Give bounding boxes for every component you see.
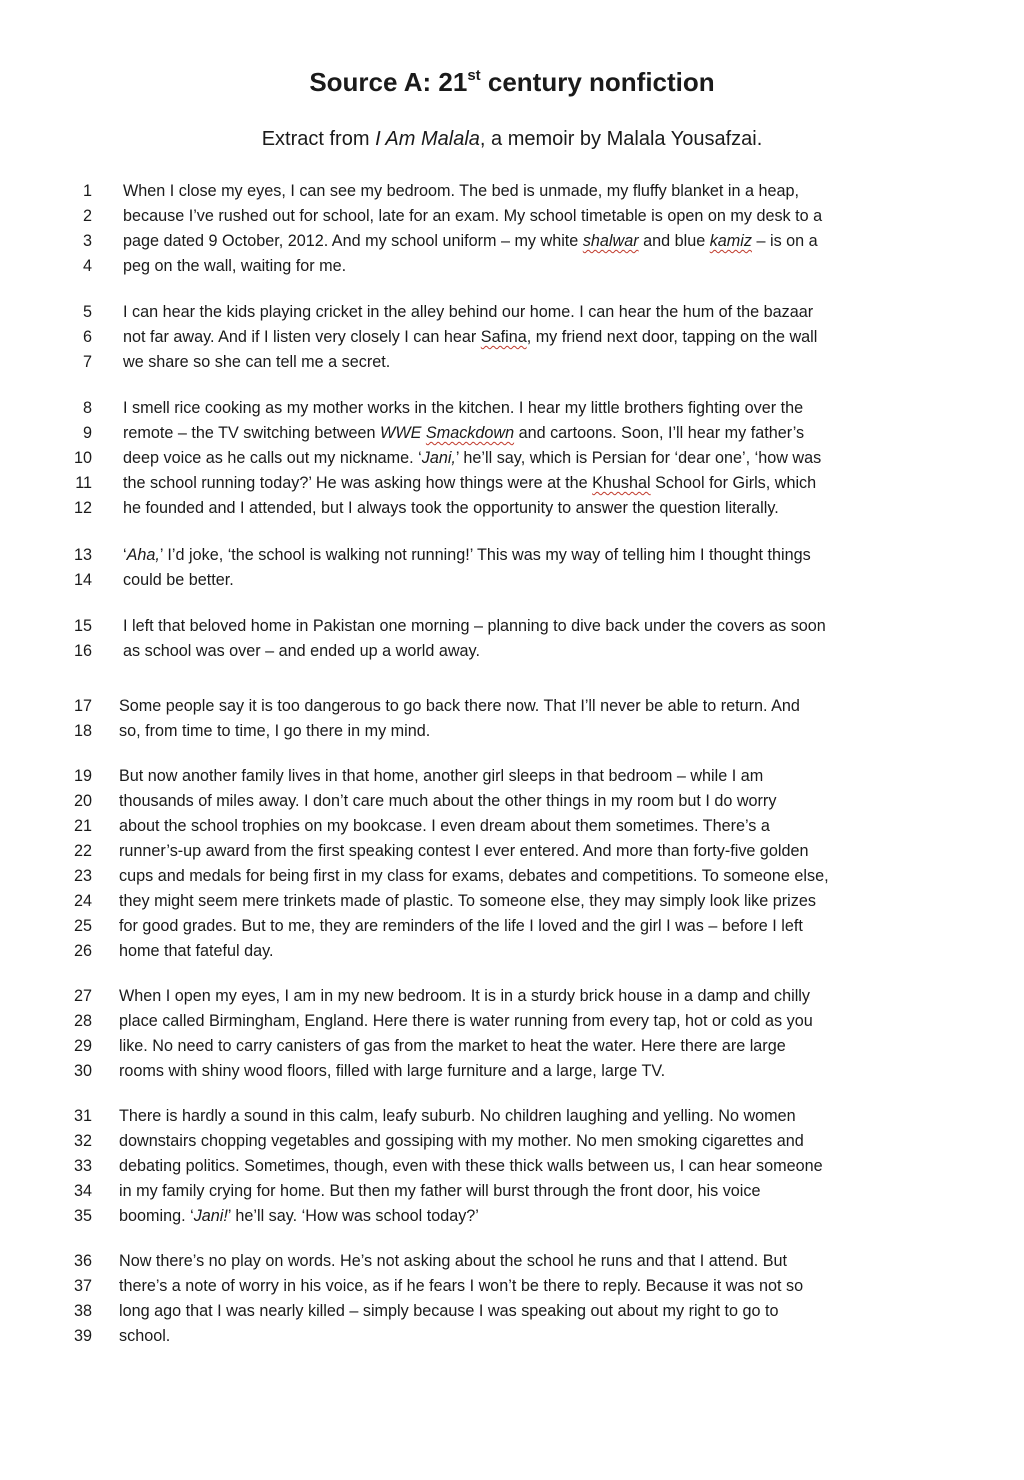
line-number: 1 [82, 182, 92, 200]
line-number: 7 [82, 353, 92, 371]
line-text: like. No need to carry canisters of gas from the market to heat the water. Here there are large [119, 1037, 786, 1055]
line-text: peg on the wall, waiting for me. [123, 257, 347, 275]
text-line [0, 471, 1024, 496]
line-text: deep voice as he calls out my nickname. ‘Jani,’ he’ll say, which is Persian for ‘dear one’, ‘how was [123, 449, 822, 467]
line-text: Now there’s no play on words. He’s not asking about the school he runs and that I attend. But [119, 1252, 788, 1270]
line-number: 20 [73, 792, 92, 810]
paragraph [0, 984, 1024, 1084]
text-line [0, 1204, 1024, 1229]
text-line [0, 421, 1024, 446]
paragraph [0, 694, 1024, 744]
line-text: we share so she can tell me a secret. [123, 353, 391, 371]
line-number: 34 [73, 1182, 92, 1200]
line-number: 27 [73, 987, 92, 1005]
paragraph [0, 543, 1024, 593]
line-text: page dated 9 October, 2012. And my school uniform – my white shalwar and blue kamiz – is on a [123, 232, 818, 250]
line-number: 17 [73, 697, 92, 715]
line-number: 18 [73, 722, 92, 740]
line-text: debating politics. Sometimes, though, even with these thick walls between us, I can hear someone [119, 1157, 823, 1175]
line-text: there’s a note of worry in his voice, as if he fears I won’t be there to reply. Because it was not so [119, 1277, 804, 1295]
line-number: 33 [73, 1157, 92, 1175]
paragraph [0, 1249, 1024, 1349]
line-text: I smell rice cooking as my mother works in the kitchen. I hear my little brothers fighting over the [123, 399, 804, 417]
line-text: could be better. [123, 571, 234, 589]
line-text: for good grades. But to me, they are reminders of the life I loved and the girl I was – before I left [119, 917, 803, 935]
text-line [0, 1034, 1024, 1059]
text-line [0, 300, 1024, 325]
text-line [0, 254, 1024, 279]
line-number: 8 [82, 399, 92, 417]
line-number: 6 [82, 328, 92, 346]
line-text: ‘Aha,’ I’d joke, ‘the school is walking not running!’ This was my way of telling him I thought things [123, 546, 811, 564]
line-text: rooms with shiny wood floors, filled with large furniture and a large, large TV. [119, 1062, 666, 1080]
line-text: place called Birmingham, England. Here there is water running from every tap, hot or cold as you [119, 1012, 813, 1030]
line-number: 12 [73, 499, 92, 517]
line-number: 29 [73, 1037, 92, 1055]
line-text: they might seem mere trinkets made of plastic. To someone else, they may simply look like prizes [119, 892, 816, 910]
line-number: 10 [73, 449, 92, 467]
line-text: Some people say it is too dangerous to go back there now. That I’ll never be able to return. And [119, 697, 800, 715]
line-number: 4 [82, 257, 92, 275]
line-text: I can hear the kids playing cricket in the alley behind our home. I can hear the hum of the bazaar [123, 303, 814, 321]
line-number: 11 [75, 474, 92, 492]
text-line [0, 639, 1024, 664]
line-number: 32 [73, 1132, 92, 1150]
subtitle-suffix: , a memoir by Malala Yousafzai. [479, 128, 763, 150]
paragraph [0, 614, 1024, 664]
line-number: 14 [73, 571, 92, 589]
formatted-word: Jani, [421, 449, 456, 467]
line-text: There is hardly a sound in this calm, leafy suburb. No children laughing and yelling. No women [119, 1107, 796, 1125]
line-number: 35 [73, 1207, 92, 1225]
line-text: But now another family lives in that home, another girl sleeps in that bedroom – while I am [119, 767, 764, 785]
line-number: 31 [73, 1107, 92, 1125]
line-text: I left that beloved home in Pakistan one morning – planning to dive back under the covers as soon [123, 617, 826, 635]
text-line [0, 1299, 1024, 1324]
text-line [0, 1249, 1024, 1274]
line-number: 30 [73, 1062, 92, 1080]
line-text: runner’s-up award from the first speaking contest I ever entered. And more than forty-five golden [119, 842, 809, 860]
line-number: 13 [73, 546, 92, 564]
line-text: the school running today?’ He was asking how things were at the Khushal School for Girls, which [123, 474, 817, 492]
line-text: thousands of miles away. I don’t care much about the other things in my room but I do worry [119, 792, 777, 810]
text-line [0, 1179, 1024, 1204]
line-number: 26 [73, 942, 92, 960]
text-line [0, 719, 1024, 744]
line-text: remote – the TV switching between WWE Smackdown and cartoons. Soon, I’ll hear my father’s [123, 424, 805, 442]
page-subtitle [0, 124, 1024, 154]
line-number: 28 [73, 1012, 92, 1030]
text-line [0, 229, 1024, 254]
line-number: 3 [82, 232, 92, 250]
line-number: 19 [73, 767, 92, 785]
line-number: 22 [73, 842, 92, 860]
line-text: long ago that I was nearly killed – simply because I was speaking out about my right to go to [119, 1302, 779, 1320]
line-number: 5 [82, 303, 92, 321]
line-text: booming. ‘Jani!’ he’ll say. ‘How was school today?’ [119, 1207, 479, 1225]
line-number: 37 [73, 1277, 92, 1295]
text-line [0, 446, 1024, 471]
formatted-word: shalwar [582, 232, 639, 250]
text-line [0, 864, 1024, 889]
formatted-word: WWE [380, 424, 426, 442]
text-line [0, 543, 1024, 568]
line-text: downstairs chopping vegetables and gossiping with my mother. No men smoking cigarettes and [119, 1132, 804, 1150]
line-text: When I close my eyes, I can see my bedroom. The bed is unmade, my fluffy blanket in a heap, [123, 182, 800, 200]
text-line [0, 764, 1024, 789]
text-line [0, 789, 1024, 814]
title-main: Source A: 21 [309, 67, 468, 97]
line-number: 25 [73, 917, 92, 935]
text-line [0, 1274, 1024, 1299]
line-text: school. [119, 1327, 171, 1345]
paragraph [0, 179, 1024, 279]
text-line [0, 939, 1024, 964]
page-title [0, 62, 1024, 102]
line-number: 39 [73, 1327, 92, 1345]
paragraph [0, 396, 1024, 521]
text-line [0, 839, 1024, 864]
line-number: 15 [73, 617, 92, 635]
formatted-word: Khushal [592, 474, 651, 492]
formatted-word: kamiz [709, 232, 752, 250]
text-line [0, 325, 1024, 350]
subtitle-prefix: Extract from [261, 128, 376, 150]
line-number: 16 [73, 642, 92, 660]
line-number: 2 [82, 207, 92, 225]
text-line [0, 179, 1024, 204]
text-line [0, 1324, 1024, 1349]
text-line [0, 814, 1024, 839]
text-line [0, 568, 1024, 593]
text-line [0, 889, 1024, 914]
formatted-word: Safina [480, 328, 527, 346]
paragraph [0, 300, 1024, 375]
line-text: as school was over – and ended up a world away. [123, 642, 480, 660]
text-line [0, 914, 1024, 939]
text-line [0, 984, 1024, 1009]
paragraph [0, 764, 1024, 964]
line-text: home that fateful day. [119, 942, 274, 960]
text-line [0, 1154, 1024, 1179]
line-text: When I open my eyes, I am in my new bedroom. It is in a sturdy brick house in a damp and chilly [119, 987, 810, 1005]
line-number: 23 [73, 867, 92, 885]
line-text: he founded and I attended, but I always took the opportunity to answer the question literally. [123, 499, 779, 517]
line-number: 24 [73, 892, 92, 910]
line-text: because I’ve rushed out for school, late for an exam. My school timetable is open on my desk to a [123, 207, 823, 225]
book-title: I Am Malala [375, 128, 480, 150]
formatted-word: Jani! [193, 1207, 228, 1225]
line-text: in my family crying for home. But then my father will burst through the front door, his voice [119, 1182, 761, 1200]
text-line [0, 1104, 1024, 1129]
text-line [0, 204, 1024, 229]
line-text: about the school trophies on my bookcase. I even dream about them sometimes. There’s a [119, 817, 770, 835]
title-rest: century nonfiction [480, 67, 715, 97]
title-superscript: st [467, 67, 481, 84]
text-line [0, 350, 1024, 375]
line-text: not far away. And if I listen very closely I can hear Safina, my friend next door, tapping on the wall [123, 328, 818, 346]
text-line [0, 1009, 1024, 1034]
text-line [0, 1059, 1024, 1084]
paragraph [0, 1104, 1024, 1229]
line-number: 36 [73, 1252, 92, 1270]
line-text: so, from time to time, I go there in my mind. [119, 722, 431, 740]
line-number: 38 [73, 1302, 92, 1320]
formatted-word: Smackdown [425, 424, 515, 442]
text-line [0, 396, 1024, 421]
text-line [0, 1129, 1024, 1154]
line-number: 9 [82, 424, 92, 442]
text-line [0, 496, 1024, 521]
line-text: cups and medals for being first in my class for exams, debates and competitions. To someone else, [119, 867, 829, 885]
formatted-word: Aha, [126, 546, 160, 564]
text-line [0, 614, 1024, 639]
line-number: 21 [73, 817, 92, 835]
text-line [0, 694, 1024, 719]
